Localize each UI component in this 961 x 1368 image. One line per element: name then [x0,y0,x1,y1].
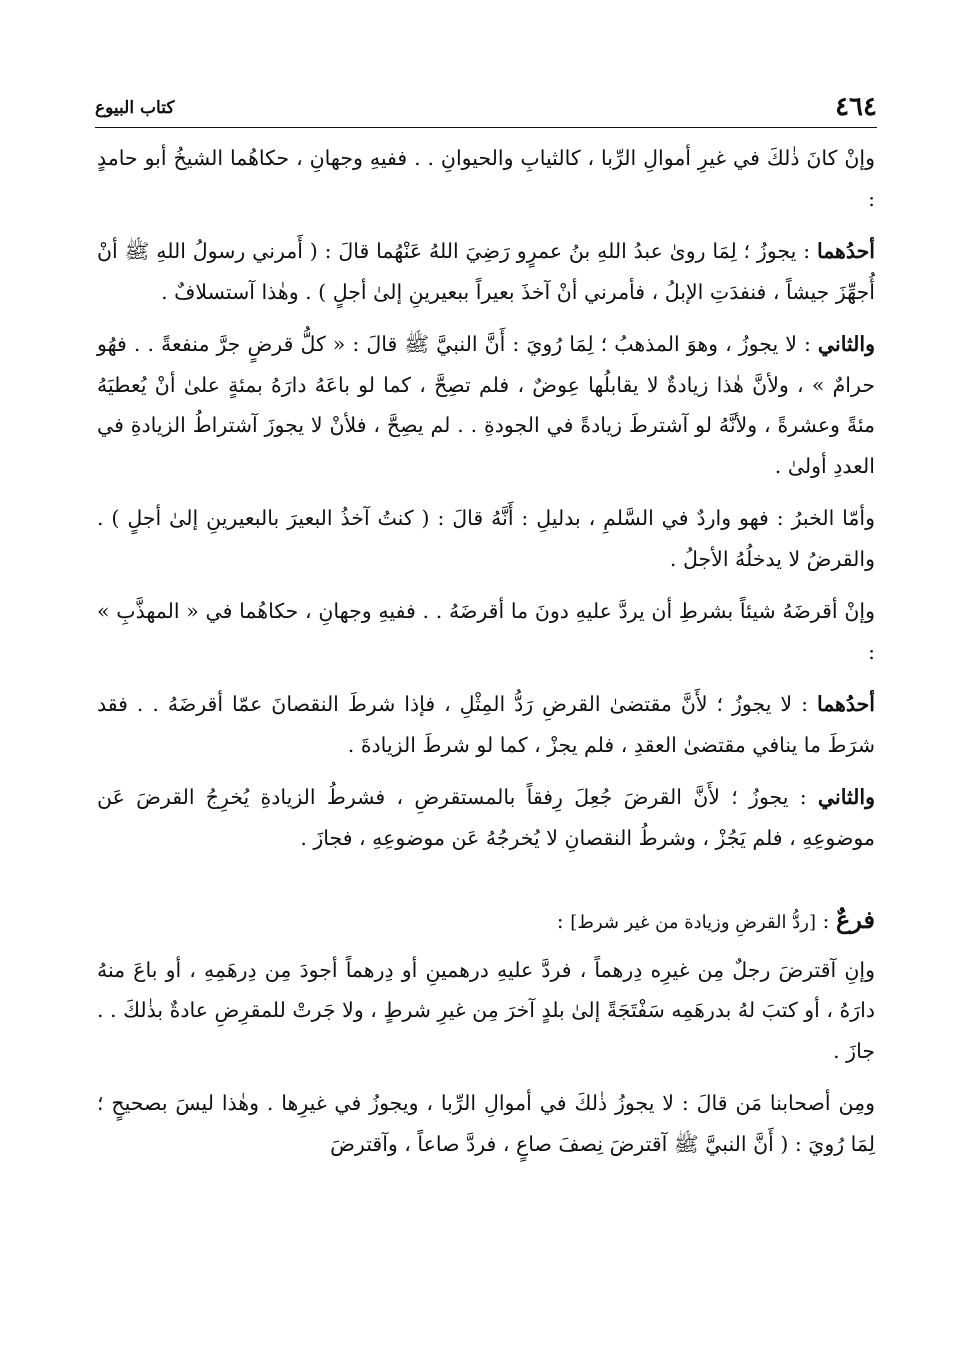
paragraph-text: وإنِ آقترضَ رجلٌ مِن غيرِه دِرهماً ، فردَّ عليهِ درهمينِ أو دِرهماً أجودَ مِن دِرهَمِهِ ، أو باعَ منهُ دارَهُ ، أو كتبَ لهُ بدرهَمِه سَفْتَجَةً إلىٰ بلدٍ آخرَ مِن غيرِ شرطٍ ، ولا جَرتْ للمقرِضِ عادةٌ بذٰلكَ . . جازَ . [97,957,875,1063]
page-header [95,90,877,126]
paragraph [97,777,875,858]
paragraph [97,950,875,1072]
section-heading [97,900,875,944]
section-label: فرعٌ [835,905,875,934]
paragraph [97,231,875,312]
paragraph-text: وأمّا الخبرُ : فهو واردٌ في السَّلمِ ، بدليلِ : أَنَّهُ قالَ : ( كنتُ آخذُ البعيرَ بالبعيرينِ إلىٰ أجلٍ ) . والقرضُ لا يدخلُهُ الأجلُ . [97,506,875,571]
section-title: [ردُّ القرضِ وزيادة من غير شرط] [570,912,816,933]
paragraph-lead-term: والثاني [817,332,875,356]
section-end: : [556,909,571,933]
header-rule [95,127,877,128]
paragraph-text: : لا يجوزُ ؛ لأَنَّ مقتضىٰ القرضِ رَدُّ المِثْلِ ، فإذا شرطَ النقصانَ عمّا أقرضَهُ . . فقد شرَطَ ما ينافي مقتضىٰ العقدِ ، فلم يجزْ ، كما لو شرطَ الزيادةَ . [97,692,875,757]
paragraph [97,498,875,579]
paragraph-lead-term: أحدُهما [816,239,875,263]
page-number: ٤٦٤ [835,92,877,122]
paragraph [97,591,875,672]
section-separator: : [816,909,836,933]
paragraph [97,684,875,765]
paragraph-text: وإنْ كانَ ذٰلكَ في غيرِ أموالِ الرِّبا ، كالثيابِ والحيوانِ . . ففيهِ وجهانِ ، حكاهُما الشيخُ أبو حامدٍ : [97,146,875,211]
paragraph-text: : يجوزُ ؛ لأَنَّ القرضَ جُعِلَ رِفقاً بالمستقرضِ ، فشرطُ الزيادةِ يُخرِجُ القرضَ عَن موضوعِهِ ، فلم يَجُزْ ، وشرطُ النقصانِ لا يُخرجُهُ عَن موضوعِهِ ، فجازَ . [97,785,875,850]
paragraph [97,324,875,486]
paragraph-text: : يجوزُ ؛ لِمَا روىٰ عبدُ اللهِ بنُ عمرٍو رَضِيَ اللهُ عَنْهُما قالَ : ( أَمرني رسولُ اللهِ ﷺ أنْ أُجهِّزَ جيشاً ، فنفدَتِ الإبلُ ، فأمرني أنْ آخذَ بعيراً ببعيرينِ إلىٰ أجلٍ ) . وهٰذا آستسلافٌ . [97,239,875,304]
paragraph-text: : لا يجوزُ ، وهوَ المذهبُ ؛ لِمَا رُويَ : أَنَّ النبيَّ ﷺ قالَ : « كلُّ قرضٍ جرَّ منفعةً . . فهُو حرامٌ » ، ولأنَّ هٰذا زيادةٌ لا يقابلُها عِوضٌ ، فلم تصِحَّ ، كما لو باعَهُ دارَهُ بمئةٍ علىٰ أنْ يُعطيَهُ مئةً وعشرةً ، ولأنَّهُ لو آشترطَ زيادةً في الجودةِ . . لم يصِحَّ ، فلأنْ لا يجوزَ آشتراطُ الزيادةِ في العددِ أولىٰ . [97,332,875,478]
paragraph-text: ومِن أصحابنا مَن قالَ : لا يجوزُ ذٰلكَ في أموالِ الرِّبا ، ويجوزُ في غيرِها . وهٰذا ليسَ بصحيحٍ ؛ لِمَا رُويَ : ( أَنَّ النبيَّ ﷺ آقترضَ نِصفَ صاعٍ ، فردَّ صاعاً ، وآقترضَ [97,1091,875,1156]
paragraph [97,138,875,219]
paragraph-text: وإنْ أقرضَهُ شيئاً بشرطِ أن يردَّ عليهِ دونَ ما أقرضَهُ . . ففيهِ وجهانِ ، حكاهُما في « المهذَّبِ » : [97,599,875,664]
running-title: كتاب البيوع [95,98,175,118]
page-body [97,138,875,1176]
paragraph-lead-term: أحدُهما [816,692,875,716]
paragraph [97,1083,875,1164]
paragraph-lead-term: والثاني [817,785,875,809]
